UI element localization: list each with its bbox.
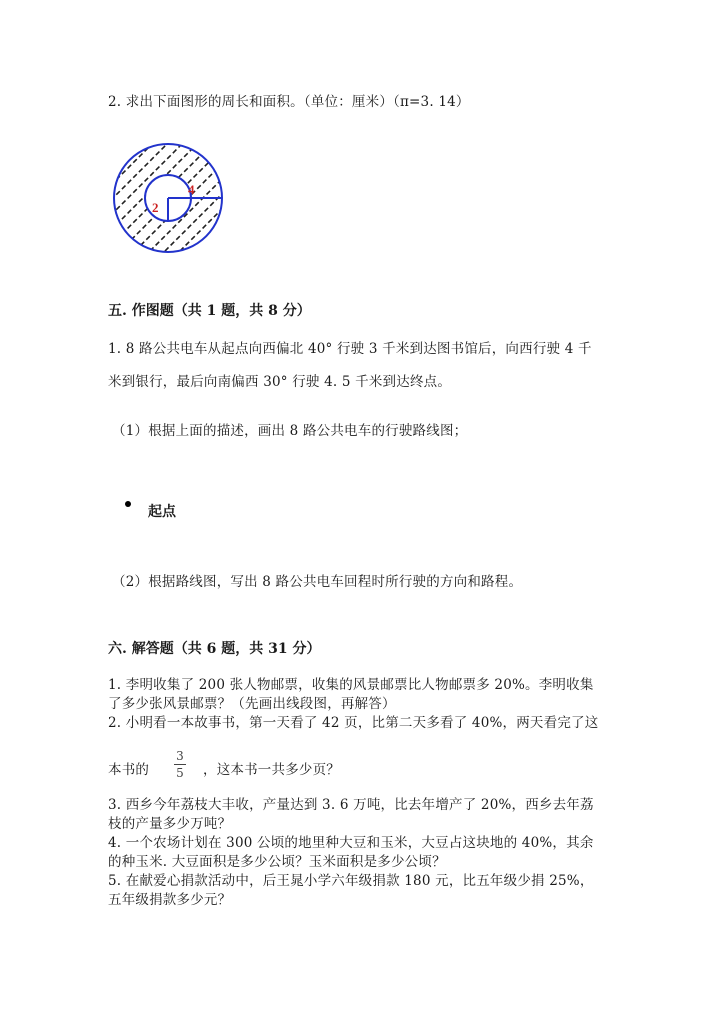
s6-q2-line2-post: ，这本书一共多少页？ bbox=[203, 762, 340, 778]
question-2-text: 2. 求出下面图形的周长和面积。（单位：厘米）（π=3. 14） bbox=[108, 94, 470, 110]
s6-q2-line1: 2. 小明看一本故事书，第一天看了 42 页，比第二天多看了 40%，两天看完了这 bbox=[108, 715, 599, 731]
s6-q5-line2: 五年级捐款多少元？ bbox=[108, 892, 232, 908]
section-6-title: 六. 解答题（共 6 题，共 31 分） bbox=[108, 641, 321, 657]
start-point-dot bbox=[125, 501, 131, 507]
ring-figure bbox=[108, 138, 228, 258]
s6-q4-line1: 4. 一个农场计划在 300 公顷的地里种大豆和玉米，大豆占这块地的 40%，其余 bbox=[108, 835, 594, 851]
section-5-title: 五. 作图题（共 1 题，共 8 分） bbox=[108, 303, 311, 319]
fraction-three-fifths bbox=[170, 749, 190, 780]
s6-q5-line1: 5. 在献爱心捐款活动中，后王晁小学六年级捐款 180 元，比五年级少捐 25%， bbox=[108, 873, 594, 889]
s5-q1-line1: 1. 8 路公共电车从起点向西偏北 40° 行驶 3 千米到达图书馆后，向西行驶 4 千 bbox=[108, 341, 592, 357]
s5-sub2: （2）根据路线图，写出 8 路公共电车回程时所行驶的方向和路程。 bbox=[112, 574, 523, 590]
s5-q1-line2: 米到银行，最后向南偏西 30° 行驶 4. 5 千米到达终点。 bbox=[108, 374, 452, 390]
fraction-numerator: 3 bbox=[176, 749, 184, 763]
s6-q1-line1: 1. 李明收集了 200 张人物邮票，收集的风景邮票比人物邮票多 20%。李明收集 bbox=[108, 677, 594, 693]
s6-q3-line1: 3. 西乡今年荔枝大丰收，产量达到 3. 6 万吨，比去年增产了 20%，西乡去年荔 bbox=[108, 797, 594, 813]
s6-q1-line2: 了多少张风景邮票？（先画出线段图，再解答） bbox=[108, 696, 396, 712]
outer-radius-label: 4 bbox=[188, 182, 195, 197]
s6-q3-line2: 枝的产量多少万吨？ bbox=[108, 816, 232, 832]
fraction-denominator: 5 bbox=[176, 766, 184, 780]
s6-q2-line2-pre: 本书的 bbox=[108, 762, 150, 778]
inner-radius-label: 2 bbox=[152, 200, 159, 215]
s6-q4-line2: 的种玉米. 大豆面积是多少公顷？玉米面积是多少公顷？ bbox=[108, 854, 446, 870]
start-label: 起点 bbox=[148, 504, 176, 520]
s5-sub1: （1）根据上面的描述，画出 8 路公共电车的行驶路线图； bbox=[112, 423, 468, 439]
